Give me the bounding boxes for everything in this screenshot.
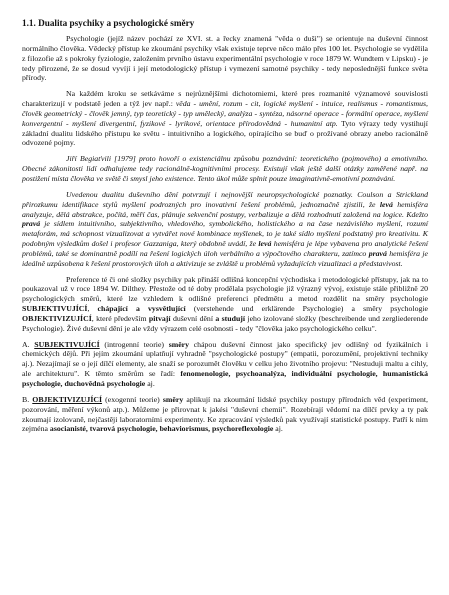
text-run: hemisféra analyzuje, dělá abstrakce, počítá, měří čas, plánuje sekvenční postupy, verbalizuje a dělá rozhodnutí založená na logice. Kdežto	[22, 199, 428, 219]
emphasized-text: a studují	[215, 313, 246, 323]
text-run: věda - umění, rozum - cit, logické myšlení - intuice, realismus - romantismus, člověk geometrický - člověk jemný, typ teoretický - typ umělecký, analýza - syntéza, násorné operace - formální operace, myšlení konvergentní - myšlení divergentní, fyzikové - lyrikové, orientace přírodovědná - humanitní atp.	[22, 99, 428, 128]
text-run: chápou duševní činnost jako specifický jev odlišný od fyzikálních i chemických dějů. Při jejím zkoumání uplatňují vyhradně "psychologické postupy" (empatii, porozumění, projektivní techniky aj.). Nezajímají se o její dílčí elementy, ale snaží se porozumět člověku v celku jeho životního projevu: "Nestuduji maltu a cihly, ale architekturu". K těmto směrům se řadí:	[22, 339, 428, 379]
text-run: (introgenní teorie)	[99, 339, 169, 349]
text-run: ,	[87, 304, 98, 314]
paragraph	[22, 275, 428, 334]
emphasized-text: levá	[258, 239, 272, 249]
emphasized-text: pitvají	[148, 313, 171, 323]
paragraph	[22, 89, 428, 148]
text-run: Preference té či oné složky psychiky pak přináší odlišná koncepční východiska i metodologické přístupy, jak na to poukazoval už v roce 1894 W. Dilthey. Přestože od té doby prodělala psychologie již výrazný vývoj, existuje stále přibližně 20 psychologických směrů, které lze vzhledem k odlišné preferenci předmětu a metod rozdělit na směry psychologie	[22, 274, 428, 304]
text-run: aj.	[273, 424, 283, 434]
text-run: Tyto výrazy tedy vystihují základní dualitu lidského přístupu ke světu - intuitivního a logického, opírajícího se buď o prožívané obrazy anebo racionálně odvozené pojmy.	[22, 118, 428, 148]
document-body	[22, 34, 428, 434]
text-run: hemisféra je lépe vybavena pro analytické řešení problémů, také se dominantně podílí na řešení logických úloh verbálního a výpočtového charakteru, zatímco	[22, 239, 429, 258]
text-run: Na každém kroku se setkáváme s nejrůznějšími dichotomiemi, které pres rozmanité významové souvislosti charakterizují v podstatě jeden a týž jev např.:	[22, 89, 428, 109]
text-run: aj.	[145, 379, 155, 388]
text-run: Psychologie (jejíž název pochází ze XVI. st. a řecky znamená "věda o duši") se orientuje na duševní činnost normálního člověka. Vědecký přístup ke zkoumání psychiky však existuje teprve něco málo přes 100 let. Psychologie se vydělila z filozofie až s pokroky fyziologie, založením prvního ústavu experimentální psychologie v roce 1879 W. Wundtem v Lipsku) - je tedy přirozené, že se dosud vyvíjí i její metodologický přístup i vymezení samotné psychiky - tedy neposlednější funkce světa přírody.	[22, 34, 428, 83]
paragraph	[22, 190, 428, 269]
emphasized-text: OBJEKTIVIZUJÍCÍ	[32, 394, 103, 404]
text-run: duševní dění	[170, 313, 216, 323]
section-heading: 1.1. Dualita psychiky a psychologické směry	[22, 18, 195, 28]
text-run: (verstehende und erklärende Psychologie) a směry psychologie	[185, 304, 428, 314]
emphasized-text: chápající a vysvětlující	[97, 304, 186, 314]
emphasized-text: fenomenologie, psychoanalýza, individuální psychologie, humanistická psychologie, duchovědná psychologie	[22, 369, 428, 388]
text-run: jeho izolované složky (beschreibende und zergliederende Psychologie). Živé duševní dění je ale vždy výrazem celé osobnosti - tedy "člověka jako psychologického celku".	[22, 313, 429, 333]
text-run: , které především	[91, 313, 149, 323]
emphasized-text: pravá	[368, 248, 387, 258]
emphasized-text: směry	[168, 339, 190, 349]
paragraph	[22, 395, 428, 434]
emphasized-text: SUBJEKTIVUJÍCÍ	[22, 304, 88, 314]
emphasized-text: OBJEKTIVIZUJÍCÍ	[22, 313, 92, 323]
paragraph	[22, 340, 428, 389]
emphasized-text: levá	[379, 199, 393, 209]
text-run: aplikují na zkoumání lidské psychiky postupy přírodních věd (experiment, pozorování, měření výkonů atp.). Můžeme je přirovnat k jakési "duševní chemii". Rozebírají vědomí na dílčí prvky a ty pak zkoumají izolovaně, nejčastěji laboratorními experimenty. Ke zpracování výsledků pak využívají statistické postupy. Patří k nim zejména	[22, 394, 428, 434]
emphasized-text: směry	[162, 394, 184, 404]
paragraph	[22, 154, 428, 184]
emphasized-text: pravá	[22, 219, 41, 229]
emphasized-text: SUBJEKTIVUJÍCÍ	[34, 339, 100, 349]
text-run: hemisféra je ideálně uzpůsobena k řešení prostorových úloh a aktivizuje se zvláště u problémů vyžadujících vizualizaci a představivost.	[22, 248, 428, 268]
text-run: je sídlem intuitivního, subjektivního, vhledového, symbolického, holistického a na čase nezávislého myšlení, rozumí metaforám, má schopnost vizualizovat a vytvářet nové kombinace myšlenek, to je také sídlo myšlení podstatný pro kreativitu. K podobným výsledkům došel i profesor Gazzaniga, který obdobně uvádí, že	[22, 219, 428, 249]
text-run: (exogenní teorie)	[102, 394, 163, 404]
emphasized-text: asocianisté, tvarová psychologie, behaviorismus, psychoreflexologie	[49, 424, 274, 434]
paragraph	[22, 34, 428, 83]
text-run: A.	[22, 339, 35, 349]
text-run: B.	[22, 394, 33, 404]
text-run: Uvedenou dualitu duševního dění potvrzují i nejnovější neuropsychologické poznatky. Coulson a Strickland přirozkumu identifikace stylů myšlení podrozných pro inovativní řešení problémů, jednoznačně zjistili, že	[22, 189, 428, 209]
text-run: Jiří Begiaťvili [1979] proto hovoří o existenciálnu způsobu poznávání: teoretického (pojmového) a emotivního. Obecné zákonitosti lidí odhalujeme tedy racionálně-kognitivními procesy. Existují však ještě další otázky zaměřené např. na postižení místa člověka ve světě či smysl jeho existence. Tento úkol může splnit pouze imaginativně-emotivní poznávání.	[22, 154, 428, 183]
